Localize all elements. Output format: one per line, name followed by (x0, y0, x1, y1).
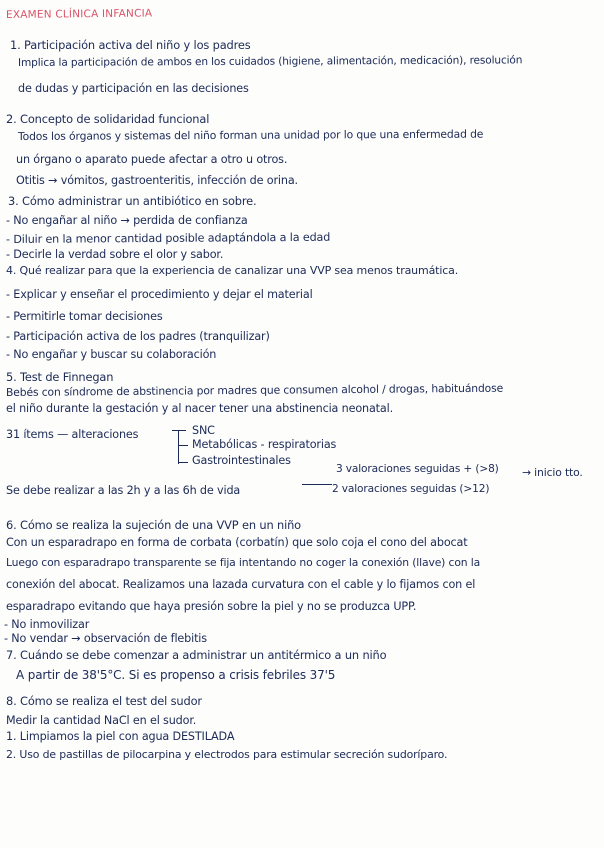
note-line: el niño durante la gestación y al nacer tener una abstinencia neonatal. (6, 402, 393, 415)
list-item: - No vendar → observación de flebitis (4, 632, 207, 645)
note-line: conexión del abocat. Realizamos una lazada curvatura con el cable y lo fijamos con el (6, 578, 476, 591)
note-line: Luego con esparadrapo transparente se fija intentando no coger la conexión (llave) con la (6, 556, 481, 569)
note-line: A partir de 38'5°C. Si es propenso a crisis febriles 37'5 (16, 668, 336, 682)
page-title: EXAMEN CLÍNICA INFANCIA (5, 7, 153, 21)
note-line: 3 valoraciones seguidas + (>8) (336, 463, 499, 475)
question-4-heading: 4. Qué realizar para que la experiencia de canalizar una VVP sea menos traumática. (6, 264, 459, 277)
list-item: - No inmovilizar (4, 618, 90, 631)
alteration-item: Metabólicas - respiratorias (192, 438, 337, 451)
items-alterations-label: 31 ítems — alteraciones (6, 428, 139, 441)
question-2-heading: 2. Concepto de solidaridad funcional (6, 112, 210, 126)
note-line: Otitis → vómitos, gastroenteritis, infección de orina. (16, 174, 298, 187)
question-3-heading: 3. Cómo administrar un antibiótico en sobre. (8, 194, 257, 208)
question-1-heading: 1. Participación activa del niño y los padres (10, 38, 251, 52)
note-line: Bebés con síndrome de abstinencia por madres que consumen alcohol / drogas, habituándose (5, 381, 504, 399)
list-item: 2. Uso de pastillas de pilocarpina y electrodos para estimular secreción sudoríparo. (6, 748, 448, 761)
list-item: - Explicar y enseñar el procedimiento y dejar el material (6, 288, 313, 301)
list-item: - Permitirle tomar decisiones (6, 310, 163, 323)
note-line: Con un esparadrapo en forma de corbata (corbatín) que solo coja el cono del abocat (6, 536, 468, 549)
brace-tick (178, 445, 188, 446)
list-item: 1. Limpiamos la piel con agua DESTILADA (6, 730, 235, 743)
list-item: - No engañar y buscar su colaboración (6, 348, 217, 361)
alteration-item: Gastrointestinales (192, 454, 291, 467)
question-5-heading: 5. Test de Finnegan (6, 370, 114, 384)
note-line: un órgano o aparato puede afectar a otro u otros. (16, 153, 288, 166)
brace-tick (172, 430, 186, 431)
note-line: → inicio tto. (522, 466, 583, 479)
list-item: - Diluir en la menor cantidad posible adaptándola a la edad (5, 230, 331, 246)
brace-bracket (178, 430, 179, 464)
note-line: Medir la cantidad NaCl en el sudor. (6, 714, 197, 727)
list-item: - Decirle la verdad sobre el olor y sabor. (6, 248, 224, 261)
question-6-heading: 6. Cómo se realiza la sujeción de una VVP en un niño (6, 518, 301, 532)
note-line: Implica la participación de ambos en los cuidados (higiene, alimentación, medicación), resolución (17, 54, 523, 69)
alteration-item: SNC (192, 424, 215, 437)
list-item: - Participación activa de los padres (tranquilizar) (6, 330, 270, 343)
note-line: 2 valoraciones seguidas (>12) (332, 483, 490, 495)
arrow-dash (302, 484, 332, 485)
question-7-heading: 7. Cuándo se debe comenzar a administrar un antitérmico a un niño (6, 648, 387, 662)
note-line: Se debe realizar a las 2h y a las 6h de vida (6, 484, 241, 497)
question-8-heading: 8. Cómo se realiza el test del sudor (6, 694, 202, 708)
note-line: Todos los órganos y sistemas del niño forman una unidad por lo que una enfermedad de (17, 127, 484, 143)
list-item: - No engañar al niño → perdida de confianza (6, 214, 248, 227)
note-line: de dudas y participación en las decisiones (18, 82, 249, 95)
brace-tick (178, 462, 188, 463)
note-line: esparadrapo evitando que haya presión sobre la piel y no se produzca UPP. (6, 600, 417, 613)
